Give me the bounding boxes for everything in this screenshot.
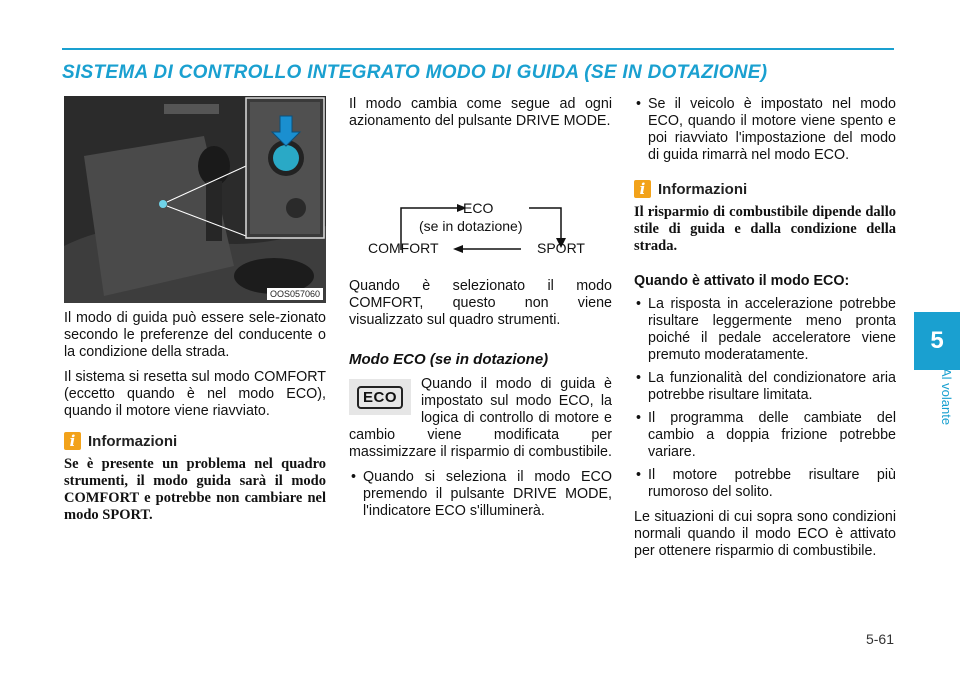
column-1 bbox=[64, 96, 326, 524]
header-rule bbox=[62, 48, 894, 50]
info-icon: i bbox=[634, 180, 651, 198]
paragraph: Il modo cambia come segue ad ogni azionamento del pulsante DRIVE MODE. bbox=[349, 96, 612, 129]
paragraph: Le situazioni di cui sopra sono condizioni normali quando il modo ECO è attivato per ottenere risparmio di combustibile. bbox=[634, 509, 896, 559]
image-code: OOS057060 bbox=[267, 288, 323, 300]
info-header bbox=[64, 432, 326, 450]
list-item: • Il programma delle cambiate del cambio a doppia frizione potrebbe variare. bbox=[634, 410, 896, 461]
diagram-bottom-row bbox=[349, 240, 612, 278]
list-item: • Se il veicolo è impostato nel modo ECO, quando il motore viene spento e poi riavviato l'impostazione del modo di guida rimarrà nel modo ECO. bbox=[634, 96, 896, 164]
mode-cycle-diagram bbox=[349, 140, 612, 250]
chapter-name: Al volante bbox=[939, 368, 954, 426]
column-2 bbox=[349, 96, 612, 528]
diagram-comfort: COMFORT bbox=[368, 240, 439, 256]
paragraph: Il modo di guida può essere sele-zionato secondo le preferenze del conducente o la condizione della strada. bbox=[64, 310, 326, 360]
column-3 bbox=[634, 96, 896, 568]
info-header bbox=[634, 180, 896, 198]
info-text: Il risparmio di combustibile dipende dallo stile di guida e dalla condizione della strada. bbox=[634, 204, 896, 254]
info-title: Informazioni bbox=[658, 180, 748, 198]
list-item: • La risposta in accelerazione potrebbe risultare leggermente meno pronta poiché il pedale acceleratore viene premuto moderatamente. bbox=[634, 296, 896, 364]
eco-indicator-icon: ECO bbox=[349, 379, 411, 415]
paragraph: Quando il modo di guida è impostato sul modo ECO, la logica di controllo di motore e cambio viene modificata per massimizzare il risparmio di combustibile. bbox=[349, 376, 612, 460]
paragraph: Quando è selezionato il modo COMFORT, questo non viene visualizzato sul quadro strumenti. bbox=[349, 278, 612, 328]
info-text: Se è presente un problema nel quadro strumenti, il modo guida sarà il modo COMFORT e potrebbe non cambiare nel modo SPORT. bbox=[64, 456, 326, 523]
paragraph: Il sistema si resetta sul modo COMFORT (eccetto quando è nel modo ECO), quando il motore viene riavviato. bbox=[64, 369, 326, 419]
console-illustration bbox=[64, 96, 326, 303]
info-icon: i bbox=[64, 432, 81, 450]
list-item: • Il motore potrebbe risultare più rumoroso del solito. bbox=[634, 467, 896, 501]
section-title: SISTEMA DI CONTROLLO INTEGRATO MODO DI GUIDA (SE IN DOTAZIONE) bbox=[62, 62, 768, 83]
info-title: Informazioni bbox=[88, 432, 178, 450]
page-number: 5-61 bbox=[865, 631, 894, 647]
bullet-list bbox=[349, 469, 612, 520]
comfort-arrow bbox=[453, 243, 523, 255]
bullet-list bbox=[634, 96, 896, 164]
diagram-sport: SPORT bbox=[537, 240, 585, 256]
drive-mode-photo bbox=[64, 96, 326, 303]
subheading: Modo ECO (se in dotazione) bbox=[349, 351, 549, 368]
diagram-eco-note: (se in dotazione) bbox=[419, 218, 523, 234]
list-item: • La funzionalità del condizionatore aria potrebbe risultare limitata. bbox=[634, 370, 896, 404]
bullet-list bbox=[634, 296, 896, 501]
eco-active-heading: Quando è attivato il modo ECO: bbox=[634, 273, 850, 289]
list-item: • Quando si seleziona il modo ECO premendo il pulsante DRIVE MODE, l'indicatore ECO s'illuminerà. bbox=[349, 469, 612, 520]
diagram-eco: ECO bbox=[463, 200, 494, 216]
chapter-tab[interactable]: 5 bbox=[914, 312, 960, 370]
